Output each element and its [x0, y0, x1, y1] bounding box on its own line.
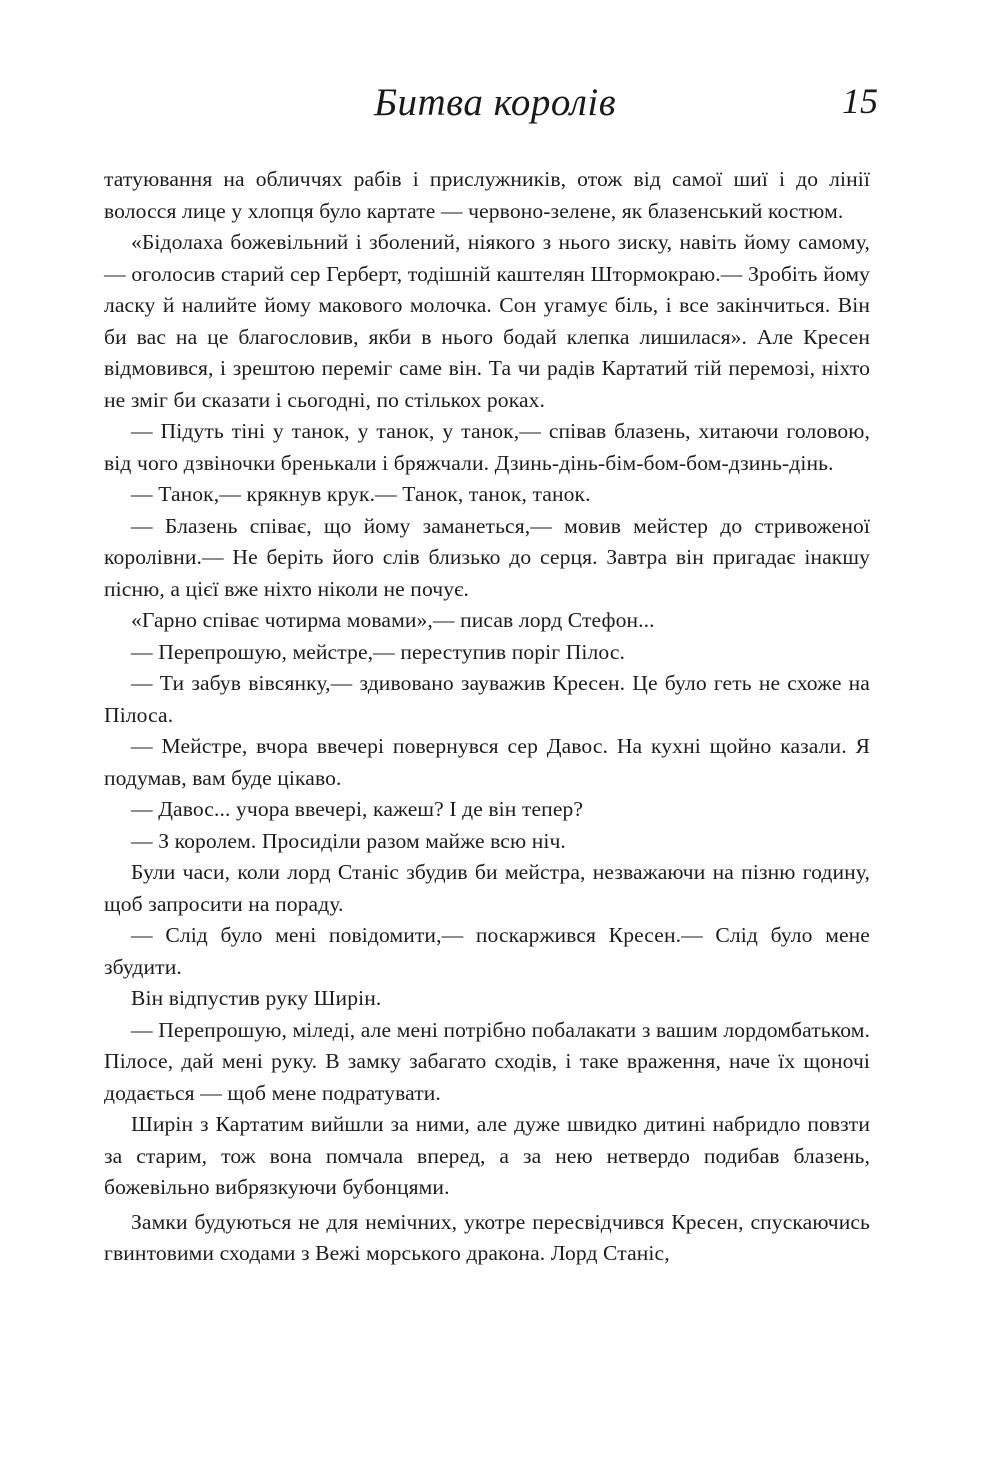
paragraph: Замки будуються не для немічних, укотре пересвідчився Кресен, спускаючись гвинтовими сходами з Вежі морського дракона. Лорд Станіс,	[104, 1209, 870, 1265]
paragraph: — Перепрошую, міледі, але мені потрібно побалакати з вашим лордомбатьком. Пілосе, дай мені руку. В замку забагато сходів, і таке враження, наче їх щоночі додається — щоб мене подратувати.	[104, 1017, 870, 1105]
running-head	[104, 78, 878, 138]
paragraph: Були часи, коли лорд Станіс збудив би мейстра, незважаючи на пізню годину, щоб запросити на пораду.	[104, 860, 870, 916]
paragraph: — Слід було мені повідомити,— поскаржився Кресен.— Слід було мене збудити.	[104, 923, 870, 979]
paragraph: — Танок,— крякнув крук.— Танок, танок, танок.	[131, 482, 591, 506]
paragraph: — Ти забув вівсянку,— здивовано зауважив Кресен. Це було геть не схоже на Пілоса.	[104, 671, 870, 727]
paragraph: — Мейстре, вчора ввечері повернувся сер Давос. На кухні щойно казали. Я подумав, вам буде цікаво.	[104, 734, 870, 790]
body-text	[104, 164, 870, 1270]
paragraph: — З королем. Просиділи разом майже всю ніч.	[131, 828, 566, 853]
paragraph: татуювання на обличчях рабів і прислужників, отож від самої шиї і до лінії волосся лице у хлопця було картате — червоно-зелене, як блазенський костюм.	[104, 167, 870, 223]
book-title: Битва королів	[374, 81, 617, 124]
paragraph: — Давос... учора ввечері, кажеш? І де він тепер?	[131, 797, 584, 821]
page-number: 15	[842, 81, 878, 121]
paragraph: «Гарно співає чотирма мовами»,— писав лорд Стефон...	[131, 608, 655, 632]
paragraph: «Бідолаха божевільний і зболений, ніякого з нього зиску, навіть йому самому,— оголосив старий сер Герберт, тодішній каштелян Штормокраю.— Зробіть йому ласку й налийте йому макового молочка. Сон угамує біль, і все закінчиться. Він би вас на це благословив, якби в нього бодай клепка лишилася». Але Кресен відмовився, і зрештою переміг саме він. Та чи радів Картатий тій перемозі, ніхто не зміг би сказати і сьогодні, по стількох роках.	[104, 230, 870, 412]
paragraph: Він відпустив руку Ширін.	[131, 986, 382, 1010]
paragraph: — Блазень співає, що йому заманеться,— мовив мейстер до стривоженої королівни.— Не беріть його слів близько до серця. Завтра він пригадає інакшу пісню, а цієї вже ніхто ніколи не почує.	[104, 513, 870, 601]
paragraph: Ширін з Картатим вийшли за ними, але дуже швидко дитині набридло повзти за старим, тож вона помчала вперед, а за нею нетвердо подибав блазень, божевільно вибрязкуючи бубонцями.	[104, 1112, 870, 1199]
paragraph: — Підуть тіні у танок, у танок, у танок,— співав блазень, хитаючи головою, від чого дзвіночки бренькали і бряжчали. Дзинь-дінь-бім-бом-бом-дзинь-дінь.	[104, 419, 870, 475]
paragraph: — Перепрошую, мейстре,— переступив поріг Пілос.	[131, 639, 626, 664]
